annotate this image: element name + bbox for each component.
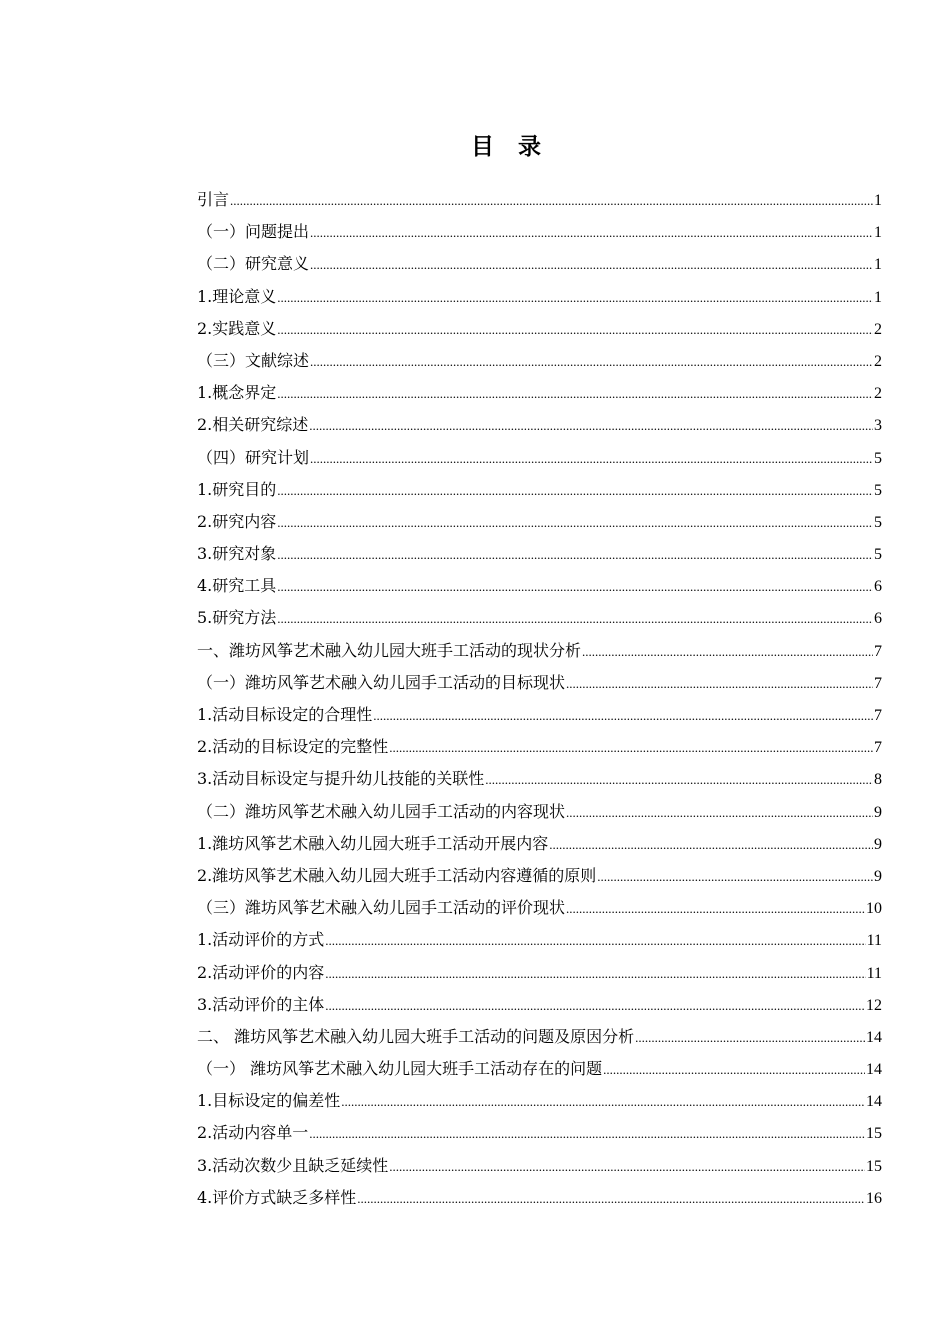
toc-entry-label: （三）文献综述 xyxy=(197,350,310,370)
dot-leader xyxy=(277,378,873,410)
dot-leader xyxy=(325,925,865,957)
toc-entry[interactable] xyxy=(197,989,882,1021)
toc-entry-label: 5.研究方法 xyxy=(197,608,277,628)
dot-leader xyxy=(277,539,873,571)
dot-leader xyxy=(277,507,873,539)
toc-entry-label: 2.活动内容单一 xyxy=(197,1123,309,1143)
toc-entry-label: 3.活动目标设定与提升幼儿技能的关联性 xyxy=(197,769,485,789)
toc-entry[interactable] xyxy=(197,474,882,506)
toc-entry[interactable] xyxy=(197,699,882,731)
toc-entry-page-number: 6 xyxy=(874,578,882,596)
toc-entry-page-number: 5 xyxy=(874,513,882,531)
dot-leader xyxy=(485,764,873,796)
toc-entry[interactable] xyxy=(197,313,882,345)
toc-entry-page-number: 1 xyxy=(874,192,882,209)
toc-entry-label: 1.潍坊风筝艺术融入幼儿园大班手工活动开展内容 xyxy=(197,833,549,853)
dot-leader xyxy=(309,1118,865,1150)
toc-entry[interactable] xyxy=(197,796,882,828)
toc-entry-label: 3.研究对象 xyxy=(197,544,277,564)
dot-leader xyxy=(389,1151,865,1183)
toc-entry-label: （三）潍坊风筝艺术融入幼儿园手工活动的评价现状 xyxy=(197,898,566,918)
toc-entry[interactable] xyxy=(197,248,882,280)
toc-entry[interactable] xyxy=(197,538,882,570)
toc-entry-page-number: 10 xyxy=(866,900,882,918)
toc-entry-page-number: 11 xyxy=(866,932,882,950)
toc-entry-label: 二、 潍坊风筝艺术融入幼儿园大班手工活动的问题及原因分析 xyxy=(197,1026,635,1046)
toc-entry[interactable] xyxy=(197,377,882,409)
dot-leader xyxy=(341,1086,865,1118)
toc-entry-page-number: 14 xyxy=(866,1093,882,1111)
toc-entry-page-number: 12 xyxy=(866,996,882,1014)
toc-title: 目 录 xyxy=(470,134,549,160)
toc-entry[interactable] xyxy=(197,184,882,216)
dot-leader xyxy=(357,1183,865,1215)
toc-entry[interactable] xyxy=(197,442,882,474)
toc-entry[interactable] xyxy=(197,763,882,795)
toc-entry-label: 4.评价方式缺乏多样性 xyxy=(197,1187,357,1207)
toc-entry-label: 2.实践意义 xyxy=(197,318,277,338)
toc-entry[interactable] xyxy=(197,1182,882,1214)
toc-entry-label: （二）潍坊风筝艺术融入幼儿园手工活动的内容现状 xyxy=(197,801,566,821)
toc-entry-label: 一、潍坊风筝艺术融入幼儿园大班手工活动的现状分析 xyxy=(197,640,582,660)
dot-leader xyxy=(549,829,873,861)
toc-entry[interactable] xyxy=(197,216,882,248)
toc-entry-label: 1.活动目标设定的合理性 xyxy=(197,705,373,724)
dot-leader xyxy=(635,1022,865,1054)
toc-entry-page-number: 9 xyxy=(874,835,882,853)
toc-entry-page-number: 9 xyxy=(874,803,882,821)
toc-entry-page-number: 5 xyxy=(874,449,882,467)
toc-entry-label: （二）研究意义 xyxy=(197,254,310,274)
dot-leader xyxy=(309,410,873,442)
toc-entry[interactable] xyxy=(197,1085,882,1117)
dot-leader xyxy=(325,958,865,990)
toc-entry-page-number: 1 xyxy=(874,256,882,274)
toc-entry-label: （一） 潍坊风筝艺术融入幼儿园大班手工活动存在的问题 xyxy=(197,1059,603,1079)
toc-entry-page-number: 6 xyxy=(874,610,882,628)
toc-entry-page-number: 9 xyxy=(874,867,882,885)
toc-entry-label: 4.研究工具 xyxy=(197,576,277,596)
dot-leader xyxy=(566,893,865,925)
toc-entry-label: 3.活动评价的主体 xyxy=(197,994,325,1014)
toc-entry[interactable] xyxy=(197,1117,882,1149)
toc-entry-label: 2.相关研究综述 xyxy=(197,415,309,435)
toc-entry-page-number: 14 xyxy=(866,1028,882,1046)
toc-entry-page-number: 1 xyxy=(874,224,882,242)
table-of-contents xyxy=(197,184,882,1214)
dot-leader xyxy=(277,603,873,635)
toc-entry[interactable] xyxy=(197,731,882,763)
toc-entry-page-number: 5 xyxy=(874,546,882,564)
toc-entry[interactable] xyxy=(197,892,882,924)
toc-entry[interactable] xyxy=(197,409,882,441)
toc-entry[interactable] xyxy=(197,828,882,860)
toc-entry[interactable] xyxy=(197,957,882,989)
toc-entry-label: 1.理论意义 xyxy=(197,286,277,306)
toc-entry-label: 2.研究内容 xyxy=(197,511,277,531)
toc-entry[interactable] xyxy=(197,924,882,956)
toc-entry-page-number: 7 xyxy=(874,642,882,660)
toc-entry-label: 引言 xyxy=(197,190,230,209)
dot-leader xyxy=(566,797,873,829)
toc-entry[interactable] xyxy=(197,667,882,699)
toc-entry-page-number: 7 xyxy=(874,707,882,724)
toc-entry[interactable] xyxy=(197,281,882,313)
toc-entry-label: （一）问题提出 xyxy=(197,222,310,242)
toc-entry[interactable] xyxy=(197,345,882,377)
toc-entry-page-number: 8 xyxy=(874,771,882,789)
toc-entry-page-number: 7 xyxy=(874,674,882,692)
toc-entry-page-number: 7 xyxy=(874,739,882,757)
toc-entry-label: （一）潍坊风筝艺术融入幼儿园手工活动的目标现状 xyxy=(197,672,566,692)
dot-leader xyxy=(310,249,873,281)
dot-leader xyxy=(277,282,873,314)
toc-entry[interactable] xyxy=(197,1021,882,1053)
dot-leader xyxy=(325,990,865,1022)
toc-entry-label: 1.研究目的 xyxy=(197,479,277,499)
toc-entry-page-number: 16 xyxy=(866,1189,882,1207)
toc-entry[interactable] xyxy=(197,860,882,892)
dot-leader xyxy=(277,475,873,507)
toc-entry-label: （四）研究计划 xyxy=(197,447,310,467)
toc-entry[interactable] xyxy=(197,602,882,634)
dot-leader xyxy=(310,217,873,249)
toc-entry-label: 2.潍坊风筝艺术融入幼儿园大班手工活动内容遵循的原则 xyxy=(197,865,597,885)
dot-leader xyxy=(277,571,873,603)
toc-entry-label: 1.目标设定的偏差性 xyxy=(197,1091,341,1111)
toc-entry-page-number: 15 xyxy=(866,1125,882,1143)
dot-leader xyxy=(310,346,873,378)
toc-entry-page-number: 2 xyxy=(874,385,882,403)
dot-leader xyxy=(597,861,873,893)
toc-entry-page-number: 2 xyxy=(874,352,882,370)
toc-entry-label: 3.活动次数少且缺乏延续性 xyxy=(197,1155,389,1175)
toc-entry-page-number: 11 xyxy=(866,964,882,982)
toc-entry-label: 1.概念界定 xyxy=(197,383,277,403)
dot-leader xyxy=(373,700,873,732)
toc-entry[interactable] xyxy=(197,1150,882,1182)
dot-leader xyxy=(310,443,873,475)
toc-entry-page-number: 14 xyxy=(866,1061,882,1079)
toc-entry-label: 2.活动评价的内容 xyxy=(197,962,325,982)
dot-leader xyxy=(230,185,873,217)
dot-leader xyxy=(582,636,873,668)
toc-entry-page-number: 2 xyxy=(874,320,882,338)
dot-leader xyxy=(389,732,873,764)
dot-leader xyxy=(277,314,873,346)
toc-entry-page-number: 15 xyxy=(866,1157,882,1175)
dot-leader xyxy=(566,668,873,700)
toc-entry-page-number: 5 xyxy=(874,481,882,499)
toc-entry[interactable] xyxy=(197,570,882,602)
toc-entry-page-number: 1 xyxy=(874,288,882,306)
toc-entry-label: 2.活动的目标设定的完整性 xyxy=(197,737,389,757)
toc-entry[interactable] xyxy=(197,1053,882,1085)
dot-leader xyxy=(603,1054,865,1086)
toc-entry-label: 1.活动评价的方式 xyxy=(197,930,325,950)
toc-entry[interactable] xyxy=(197,635,882,667)
toc-entry[interactable] xyxy=(197,506,882,538)
toc-entry-page-number: 3 xyxy=(874,417,882,435)
